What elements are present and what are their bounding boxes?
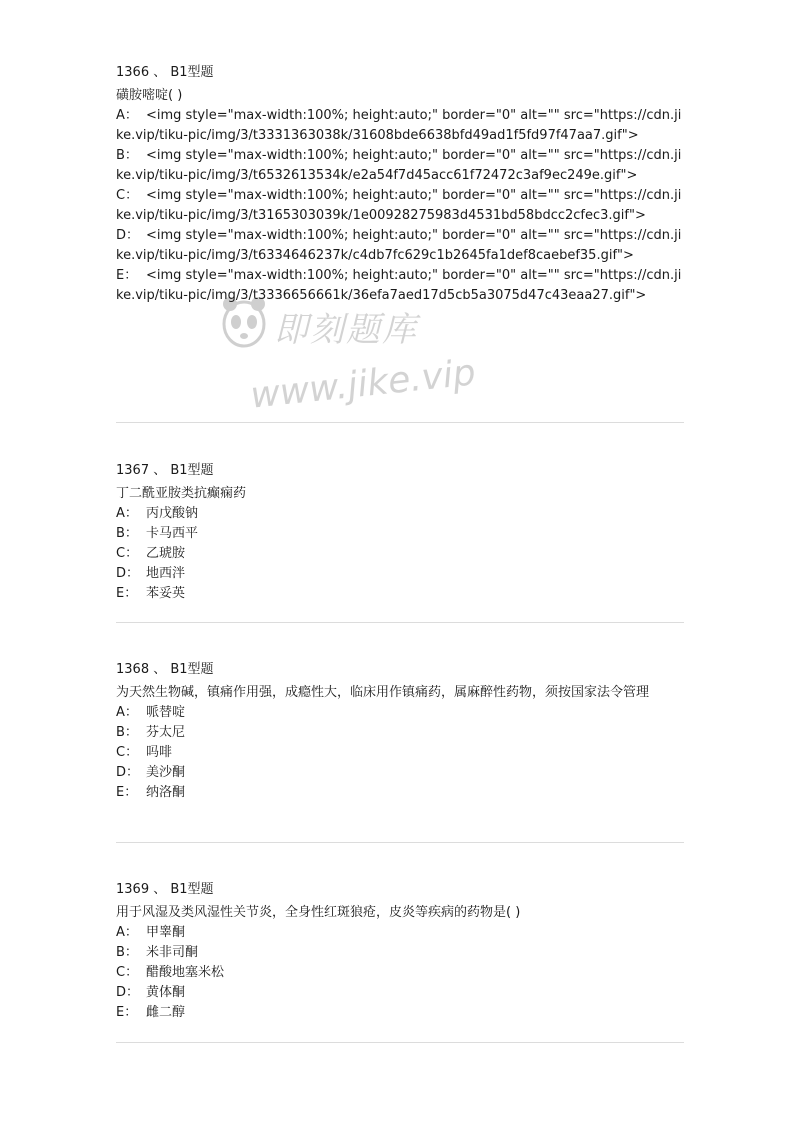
option-letter: A： — [116, 925, 138, 940]
option-d — [116, 226, 684, 266]
option-e — [116, 1003, 684, 1023]
option-text: <img style="max-width:100%; height:auto;" border="0" alt="" src="https://cdn.jike.vip/tiku-pic/img/3/t3331363038k/31608bde6638bfd49ad1f5fd97f47aa7.gif"> — [116, 108, 682, 143]
option-a — [116, 106, 684, 146]
option-text: <img style="max-width:100%; height:auto;" border="0" alt="" src="https://cdn.jike.vip/tiku-pic/img/3/t3165303039k/1e00928275983d4531bd58bdcc2cfec3.gif"> — [116, 188, 682, 223]
option-text: 黄体酮 — [146, 985, 186, 1000]
option-letter: B： — [116, 526, 138, 541]
option-text: 美沙酮 — [146, 765, 186, 780]
option-text: 乙琥胺 — [146, 546, 186, 561]
option-letter: C： — [116, 745, 139, 760]
option-letter: E： — [116, 785, 138, 800]
option-text: <img style="max-width:100%; height:auto;" border="0" alt="" src="https://cdn.jike.vip/tiku-pic/img/3/t3336656661k/36efa7aed17d5cb5a3075d47c43eaa27.gif"> — [116, 268, 682, 303]
option-letter: A： — [116, 108, 138, 123]
option-a — [116, 703, 684, 723]
section-divider — [116, 1042, 684, 1043]
section-divider — [116, 422, 684, 423]
question-block-1366 — [116, 63, 684, 306]
option-d — [116, 763, 684, 783]
option-a — [116, 504, 684, 524]
question-stem: 为天然生物碱，镇痛作用强，成瘾性大，临床用作镇痛药，属麻醉性药物，须按国家法令管理 — [116, 685, 650, 700]
section-divider — [116, 842, 684, 843]
option-letter: A： — [116, 705, 138, 720]
option-letter: E： — [116, 1005, 138, 1020]
option-letter: A： — [116, 506, 138, 521]
option-letter: C： — [116, 188, 139, 203]
option-e — [116, 783, 684, 803]
option-text: 卡马西平 — [146, 526, 199, 541]
option-text: 苯妥英 — [146, 586, 186, 601]
question-block-1369 — [116, 880, 684, 1023]
option-letter: B： — [116, 945, 138, 960]
question-stem: 丁二酰亚胺类抗癫痫药 — [116, 486, 247, 501]
option-text: 哌替啶 — [146, 705, 186, 720]
question-number: 1368 、 B1型题 — [116, 662, 214, 677]
option-b — [116, 524, 684, 544]
option-e — [116, 266, 684, 306]
option-b — [116, 943, 684, 963]
option-letter: B： — [116, 725, 138, 740]
option-letter: B： — [116, 148, 138, 163]
question-number: 1366 、 B1型题 — [116, 65, 214, 80]
question-block-1368 — [116, 660, 684, 803]
option-text: 丙戊酸钠 — [146, 506, 199, 521]
watermark-url: www.jike.vip — [248, 352, 478, 417]
option-text: <img style="max-width:100%; height:auto;" border="0" alt="" src="https://cdn.jike.vip/tiku-pic/img/3/t6334646237k/c4db7fc629c1b2645fa1def8caebef35.gif"> — [116, 228, 682, 263]
question-block-1367 — [116, 461, 684, 604]
section-divider — [116, 622, 684, 623]
question-number: 1369 、 B1型题 — [116, 882, 214, 897]
option-letter: D： — [116, 566, 140, 581]
option-b — [116, 723, 684, 743]
option-text: 醋酸地塞米松 — [146, 965, 225, 980]
option-letter: C： — [116, 546, 139, 561]
option-text: 吗啡 — [146, 745, 173, 760]
option-text: 地西泮 — [146, 566, 186, 581]
option-b — [116, 146, 684, 186]
option-text: 甲睾酮 — [146, 925, 186, 940]
option-text: 芬太尼 — [146, 725, 186, 740]
question-number: 1367 、 B1型题 — [116, 463, 214, 478]
option-letter: D： — [116, 765, 140, 780]
option-letter: C： — [116, 965, 139, 980]
option-letter: E： — [116, 268, 138, 283]
option-letter: E： — [116, 586, 138, 601]
option-text: <img style="max-width:100%; height:auto;" border="0" alt="" src="https://cdn.jike.vip/tiku-pic/img/3/t6532613534k/e2a54f7d45acc61f72472c3af9ec249e.gif"> — [116, 148, 682, 183]
option-letter: D： — [116, 985, 140, 1000]
option-c — [116, 186, 684, 226]
option-c — [116, 544, 684, 564]
watermark-brand: 即刻题库 — [274, 310, 418, 350]
option-text: 雌二醇 — [146, 1005, 186, 1020]
question-stem: 用于风湿及类风湿性关节炎，全身性红斑狼疮，皮炎等疾病的药物是( ) — [116, 905, 521, 920]
option-e — [116, 584, 684, 604]
option-text: 米非司酮 — [146, 945, 199, 960]
option-d — [116, 564, 684, 584]
question-stem: 磺胺嘧啶( ) — [116, 88, 183, 103]
watermark — [220, 292, 478, 422]
option-a — [116, 923, 684, 943]
option-d — [116, 983, 684, 1003]
option-text: 纳洛酮 — [146, 785, 186, 800]
option-c — [116, 743, 684, 763]
option-c — [116, 963, 684, 983]
option-letter: D： — [116, 228, 140, 243]
